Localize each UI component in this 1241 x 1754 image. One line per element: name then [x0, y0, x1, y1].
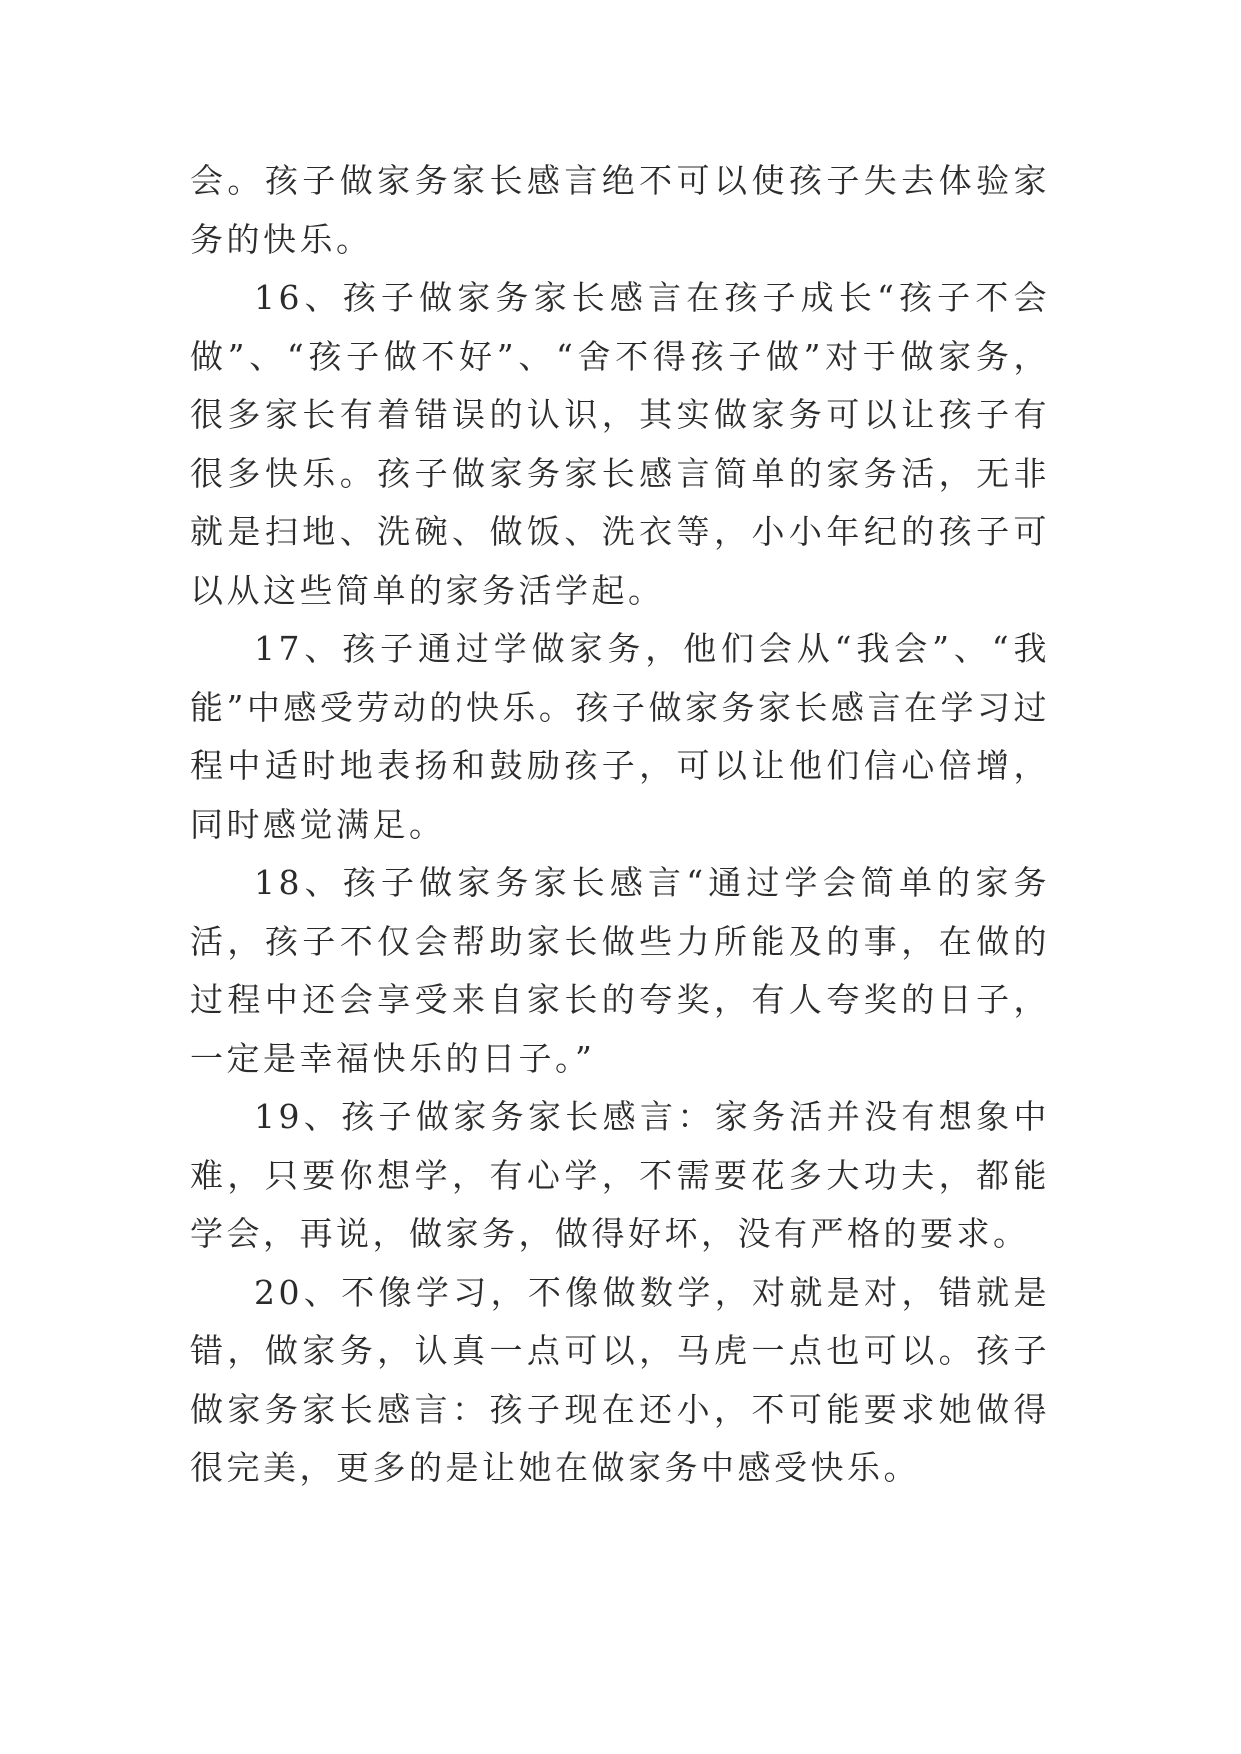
paragraph-15-continuation: 会。孩子做家务家长感言绝不可以使孩子失去体验家务的快乐。 — [190, 161, 1050, 259]
paragraph-17: 17、孩子通过学做家务，他们会从“我会”、“我能”中感受劳动的快乐。孩子做家务家长感言在学习过程中适时地表扬和鼓励孩子，可以让他们信心倍增，同时感觉满足。 — [190, 629, 1050, 844]
paragraph-19: 19、孩子做家务家长感言：家务活并没有想象中难，只要你想学，有心学，不需要花多大功夫，都能学会，再说，做家务，做得好坏，没有严格的要求。 — [190, 1097, 1050, 1253]
document-body — [190, 152, 1050, 1498]
paragraph-18: 18、孩子做家务家长感言“通过学会简单的家务活，孩子不仅会帮助家长做些力所能及的事，在做的过程中还会享受来自家长的夸奖，有人夸奖的日子，一定是幸福快乐的日子。” — [190, 863, 1050, 1078]
paragraph-20: 20、不像学习，不像做数学，对就是对，错就是错，做家务，认真一点可以，马虎一点也可以。孩子做家务家长感言：孩子现在还小，不可能要求她做得很完美，更多的是让她在做家务中感受快乐。 — [190, 1272, 1050, 1487]
paragraph-16: 16、孩子做家务家长感言在孩子成长“孩子不会做”、“孩子做不好”、“舍不得孩子做”对于做家务，很多家长有着错误的认识，其实做家务可以让孩子有很多快乐。孩子做家务家长感言简单的家务活，无非就是扫地、洗碗、做饭、洗衣等，小小年纪的孩子可以从这些简单的家务活学起。 — [190, 278, 1050, 610]
